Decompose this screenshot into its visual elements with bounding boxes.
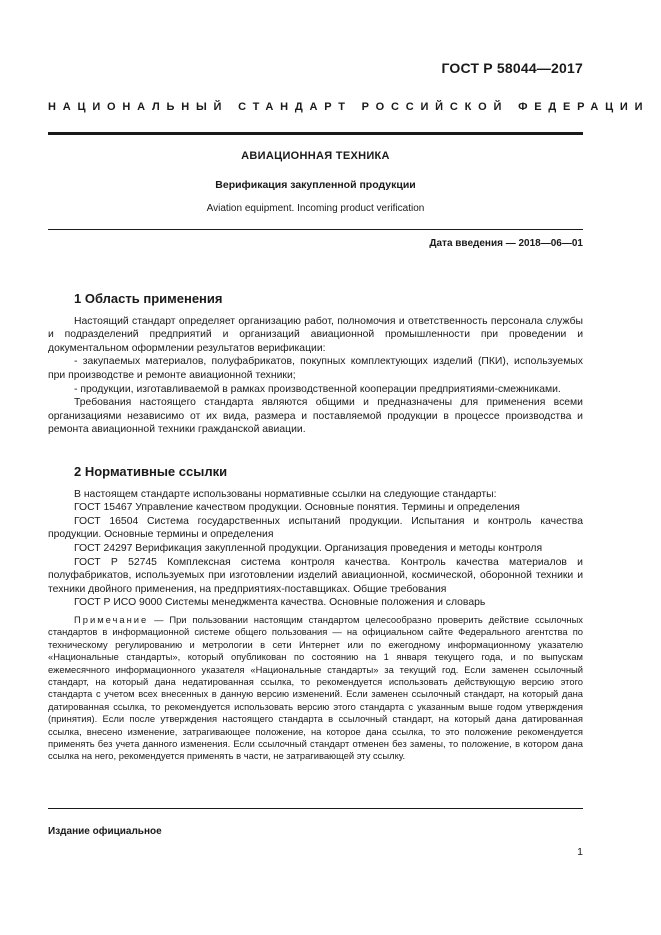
list-item: - продукции, изготавливаемой в рамках производственной кооперации предприятиями-смежниками. <box>74 383 561 395</box>
header-divider <box>48 132 583 135</box>
paragraph: Требования настоящего стандарта являются общими и предназначены для применения всеми организациями независимо от их вида, размера и поставляемой продукции в процессе производства и ремонта авиационной техники гражданской авиации. <box>48 397 583 436</box>
reference-item: ГОСТ 16504 Система государственных испытаний продукции. Испытания и контроль качества продукции. Основные термины и определения <box>48 515 583 541</box>
reference-item: ГОСТ 15467 Управление качеством продукции. Основные понятия. Термины и определения <box>74 502 520 514</box>
paragraph: Настоящий стандарт определяет организацию работ, полномочия и ответственность персонала службы и подразделений предприятий и организаций авиационной промышленности при проведении и документальном оформлении результатов верификации: <box>48 315 583 354</box>
note-label: Примечание <box>74 613 149 625</box>
official-edition-label: Издание официальное <box>48 826 162 837</box>
reference-item: ГОСТ 24297 Верификация закупленной продукции. Организация проведения и методы контроля <box>74 542 543 554</box>
document-subtitle: Верификация закупленной продукции <box>215 179 416 191</box>
paragraph: В настоящем стандарте использованы нормативные ссылки на следующие стандарты: <box>74 488 497 500</box>
title-divider <box>48 229 583 230</box>
reference-item: ГОСТ Р 52745 Комплексная система контроля качества. Контроль качества материалов и полуфабрикатов, используемых при изготовлении изделий авиационной, космической, оборонной техники и техники двойного применения, на предприятиях-поставщиках. Общие требования <box>48 556 583 595</box>
footer-divider <box>48 808 583 809</box>
section-normative-references <box>48 465 583 763</box>
gost-number: ГОСТ Р 58044—2017 <box>441 60 583 76</box>
national-standard-title: НАЦИОНАЛЬНЫЙ СТАНДАРТ РОССИЙСКОЙ ФЕДЕРАЦИИ <box>48 101 650 113</box>
document-english-title: Aviation equipment. Incoming product verification <box>206 203 425 214</box>
introduction-date: Дата введения — 2018—06—01 <box>429 238 583 249</box>
section-scope <box>48 292 583 437</box>
note-text: — При пользовании настоящим стандартом целесообразно проверить действие ссылочных стандартов в информационной системе общего пользования — на официальном сайте Федерального агентства по техническому регулированию и метрологии в сети Интернет или по ежегодному информационному указателю «Национальные стандарты», который опубликован по состоянию на 1 января текущего года, и по выпускам ежемесячного информационного указателя «Национальные стандарты» за текущий год. Если заменен ссылочный стандарт, на который дана недатированная ссылка, то рекомендуется использовать действующую версию этого стандарта с учетом всех внесенных в данную версию изменений. Если заменен ссылочный стандарт, на который дана датированная ссылка, то рекомендуется использовать версию этого стандарта с указанным выше годом утверждения (принятия). Если после утверждения настоящего стандарта в ссылочный стандарт, на который дана датированная ссылка, внесено изменение, затрагивающее положение, на которое дана ссылка, то это положение рекомендуется применять без учета данного изменения. Если ссылочный стандарт отменен без замены, то положение, в котором дана ссылка на него, рекомендуется применять в части, не затрагивающей эту ссылку. <box>48 613 583 762</box>
note <box>48 614 583 763</box>
document-title: АВИАЦИОННАЯ ТЕХНИКА <box>241 150 390 162</box>
section-heading: 2 Нормативные ссылки <box>74 464 228 479</box>
list-item: - закупаемых материалов, полуфабрикатов, покупных комплектующих изделий (ПКИ), используемых при производстве и ремонте авиационной техники; <box>48 356 583 381</box>
page-number: 1 <box>577 846 583 858</box>
reference-item: ГОСТ Р ИСО 9000 Системы менеджмента качества. Основные положения и словарь <box>74 597 486 609</box>
section-heading: 1 Область применения <box>74 291 223 306</box>
